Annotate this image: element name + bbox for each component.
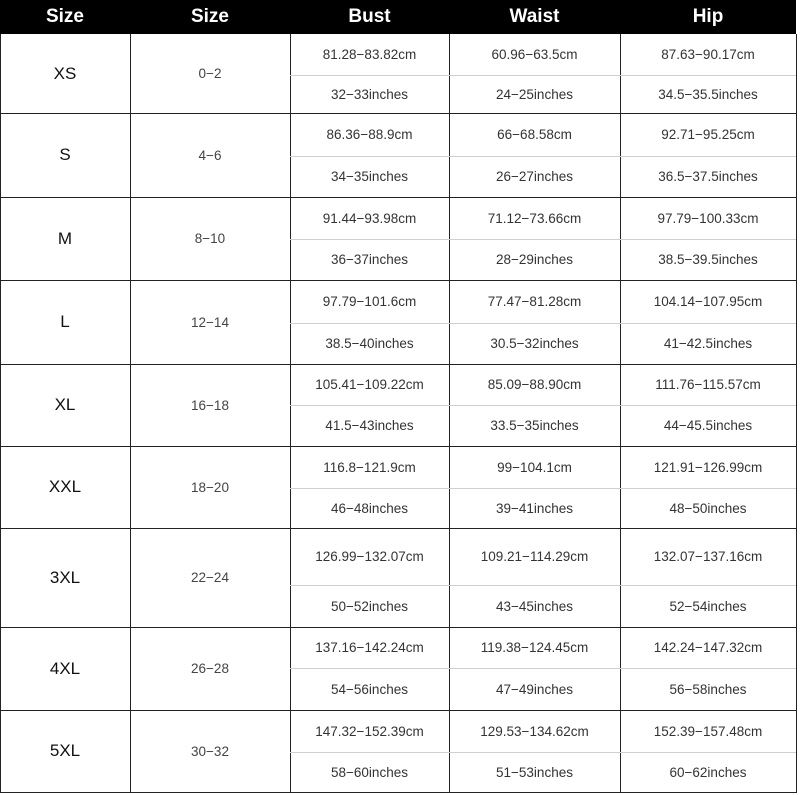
- waist-cm-value: 60.96−63.5cm: [491, 47, 578, 62]
- bust-in-value: 36−37inches: [331, 252, 408, 267]
- hip-in-value: 44−45.5inches: [663, 418, 753, 433]
- waist-cm-value: 71.12−73.66cm: [487, 210, 582, 226]
- waist-cm-value: 85.09−88.90cm: [487, 377, 582, 392]
- hip-cm-value: 87.63−90.17cm: [661, 47, 755, 62]
- hip-cm-value: 111.76−115.57cm: [655, 377, 761, 392]
- us-size-value: 16−18: [191, 397, 229, 413]
- waist-in-value: 28−29inches: [496, 252, 573, 267]
- bust-in-value: 54−56inches: [331, 681, 408, 697]
- hip-in-value: 48−50inches: [669, 500, 747, 516]
- waist-in-value: 33.5−35inches: [490, 418, 579, 433]
- waist-in-value: 30.5−32inches: [490, 336, 579, 351]
- hip-cm-value: 104.14−107.95cm: [653, 294, 763, 309]
- hip-in-value: 56−58inches: [669, 681, 747, 697]
- hip-in-value: 36.5−37.5inches: [658, 169, 758, 184]
- bust-cm-value: 91.44−93.98cm: [322, 210, 417, 226]
- us-size-value: 4−6: [198, 147, 222, 163]
- waist-in-value: 39−41inches: [496, 500, 573, 516]
- bust-in-value: 50−52inches: [331, 598, 408, 614]
- hip-in-value: 34.5−35.5inches: [658, 86, 758, 102]
- waist-in-value: 51−53inches: [496, 764, 573, 780]
- hip-cm-value: 132.07−137.16cm: [653, 549, 763, 564]
- header-waist: Waist: [449, 0, 620, 34]
- hip-cm-value: 152.39−157.48cm: [653, 723, 763, 739]
- size-label: 3XL: [49, 567, 81, 587]
- header-bust: Bust: [290, 0, 449, 34]
- bust-cm-value: 147.32−152.39cm: [315, 723, 424, 739]
- us-size-value: 12−14: [191, 314, 229, 330]
- header-us-size: Size: [130, 0, 290, 34]
- waist-cm-value: 109.21−114.29cm: [480, 549, 589, 564]
- bust-in-value: 38.5−40inches: [325, 336, 414, 351]
- us-size-value: 22−24: [191, 570, 229, 585]
- waist-cm-value: 119.38−124.45cm: [480, 640, 589, 655]
- bust-cm-value: 97.79−101.6cm: [322, 294, 417, 309]
- hip-in-value: 38.5−39.5inches: [658, 252, 758, 267]
- bust-cm-value: 81.28−83.82cm: [322, 47, 417, 62]
- hip-cm-value: 121.91−126.99cm: [653, 459, 763, 475]
- size-label: XXL: [48, 477, 82, 496]
- header-size: Size: [0, 0, 130, 34]
- hip-in-value: 60−62inches: [669, 764, 747, 780]
- us-size-value: 8−10: [194, 231, 226, 246]
- bust-cm-value: 105.41−109.22cm: [315, 377, 424, 392]
- size-label: S: [59, 145, 71, 164]
- us-size-value: 26−28: [191, 661, 229, 676]
- waist-cm-value: 129.53−134.62cm: [480, 723, 589, 739]
- us-size-value: 18−20: [191, 479, 229, 495]
- hip-in-value: 52−54inches: [669, 598, 747, 614]
- waist-in-value: 47−49inches: [496, 681, 573, 697]
- table-border-right: [796, 34, 797, 792]
- bust-cm-value: 116.8−121.9cm: [323, 459, 416, 475]
- bust-cm-value: 86.36−88.9cm: [326, 127, 413, 142]
- size-label: M: [57, 228, 73, 248]
- us-size-value: 30−32: [191, 743, 229, 759]
- size-label: L: [60, 312, 70, 331]
- hip-cm-value: 92.71−95.25cm: [661, 127, 755, 142]
- size-label: 4XL: [49, 658, 81, 678]
- waist-cm-value: 66−68.58cm: [497, 127, 572, 142]
- bust-in-value: 46−48inches: [331, 500, 408, 516]
- hip-cm-value: 97.79−100.33cm: [657, 210, 759, 226]
- size-label: 5XL: [49, 741, 81, 760]
- size-label: XS: [53, 63, 77, 83]
- size-label: XL: [54, 395, 76, 414]
- bust-cm-value: 137.16−142.24cm: [315, 640, 424, 655]
- bust-in-value: 34−35inches: [331, 169, 408, 184]
- us-size-value: 0−2: [198, 66, 222, 81]
- waist-cm-value: 99−104.1cm: [497, 459, 572, 475]
- waist-in-value: 24−25inches: [496, 86, 573, 102]
- waist-in-value: 26−27inches: [496, 169, 573, 184]
- bust-in-value: 32−33inches: [331, 86, 408, 102]
- bust-in-value: 58−60inches: [331, 764, 408, 780]
- hip-in-value: 41−42.5inches: [663, 336, 753, 351]
- bust-in-value: 41.5−43inches: [325, 418, 414, 433]
- hip-cm-value: 142.24−147.32cm: [653, 640, 763, 655]
- bust-cm-value: 126.99−132.07cm: [315, 549, 424, 564]
- waist-in-value: 43−45inches: [496, 598, 573, 614]
- waist-cm-value: 77.47−81.28cm: [487, 294, 582, 309]
- row-divider: [0, 792, 797, 793]
- header-hip: Hip: [620, 0, 796, 34]
